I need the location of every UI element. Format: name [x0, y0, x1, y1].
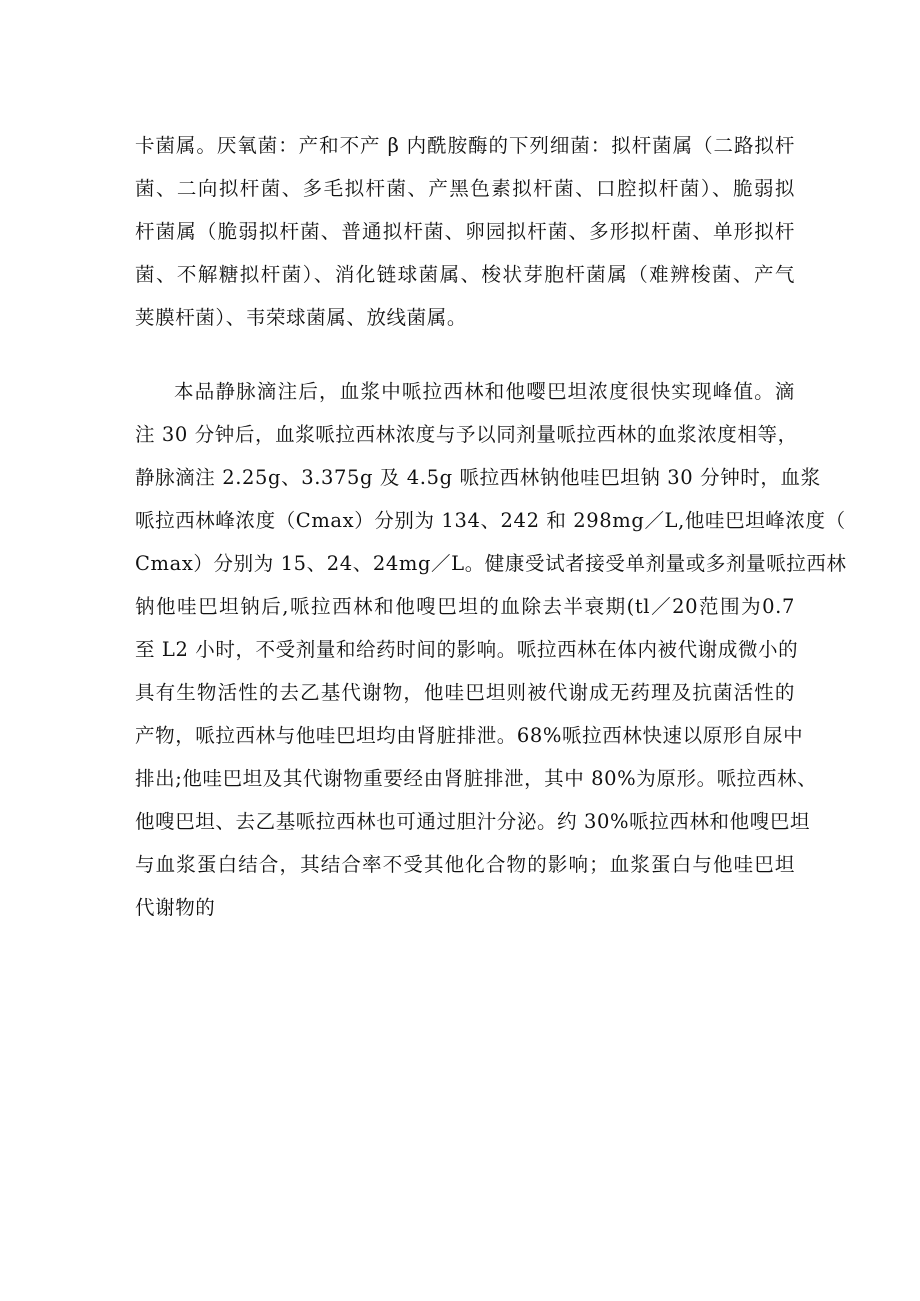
text-line: 具有生物活性的去乙基代谢物，他哇巴坦则被代谢成无药理及抗菌活性的	[135, 681, 795, 704]
text-line: 菌、二向拟杆菌、多毛拟杆菌、产黑色素拟杆菌、口腔拟杆菌）、脆弱拟	[135, 177, 795, 200]
text-line: 钠他哇巴坦钠后,哌拉西林和他嗖巴坦的血除去半衰期(tl／20范围为0.7	[135, 595, 795, 618]
text-line: 代谢物的	[135, 896, 216, 919]
paragraph-pharmacokinetics	[135, 370, 847, 929]
text-line: 他嗖巴坦、去乙基哌拉西林也可通过胆汁分泌。约 30%哌拉西林和他嗖巴坦	[135, 810, 811, 833]
paragraph-bacteria-list	[135, 124, 795, 339]
text-line: 本品静脉滴注后，血浆中哌拉西林和他嘤巴坦浓度很快实现峰值。滴	[174, 380, 795, 403]
text-line: 哌拉西林峰浓度（Cmax）分别为 134、242 和 298mg／L,他哇巴坦峰浓度（	[135, 509, 846, 532]
text-line: 至 L2 小时，不受剂量和给药时间的影响。哌拉西林在体内被代谢成微小的	[135, 638, 799, 661]
text-line: 注 30 分钟后，血浆哌拉西林浓度与予以同剂量哌拉西林的血浆浓度相等，	[135, 423, 798, 446]
text-line: 荚膜杆菌）、韦荣球菌属、放线菌属。	[135, 306, 467, 329]
text-line: 产物，哌拉西林与他哇巴坦均由肾脏排泄。68%哌拉西林快速以原形自尿中	[135, 724, 804, 747]
text-line: Cmax）分别为 15、24、24mg／L。健康受试者接受单剂量或多剂量哌拉西林	[135, 552, 847, 575]
text-line: 与血浆蛋白结合，其结合率不受其他化合物的影响；血浆蛋白与他哇巴坦	[135, 853, 795, 876]
text-line: 静脉滴注 2.25g、3.375g 及 4.5g 哌拉西林钠他哇巴坦钠 30 分钟时，血浆	[135, 466, 821, 489]
text-line: 排出;他哇巴坦及其代谢物重要经由肾脏排泄，其中 80%为原形。哌拉西林、	[135, 767, 818, 790]
text-line: 杆菌属（脆弱拟杆菌、普通拟杆菌、卵园拟杆菌、多形拟杆菌、单形拟杆	[135, 220, 795, 243]
text-line: 卡菌属。厌氧菌：产和不产 β 内酰胺酶的下列细菌：拟杆菌属（二路拟杆	[135, 134, 795, 157]
text-line: 菌、不解糖拟杆菌）、消化链球菌属、梭状芽胞杆菌属（难辨梭菌、产气	[135, 263, 795, 286]
